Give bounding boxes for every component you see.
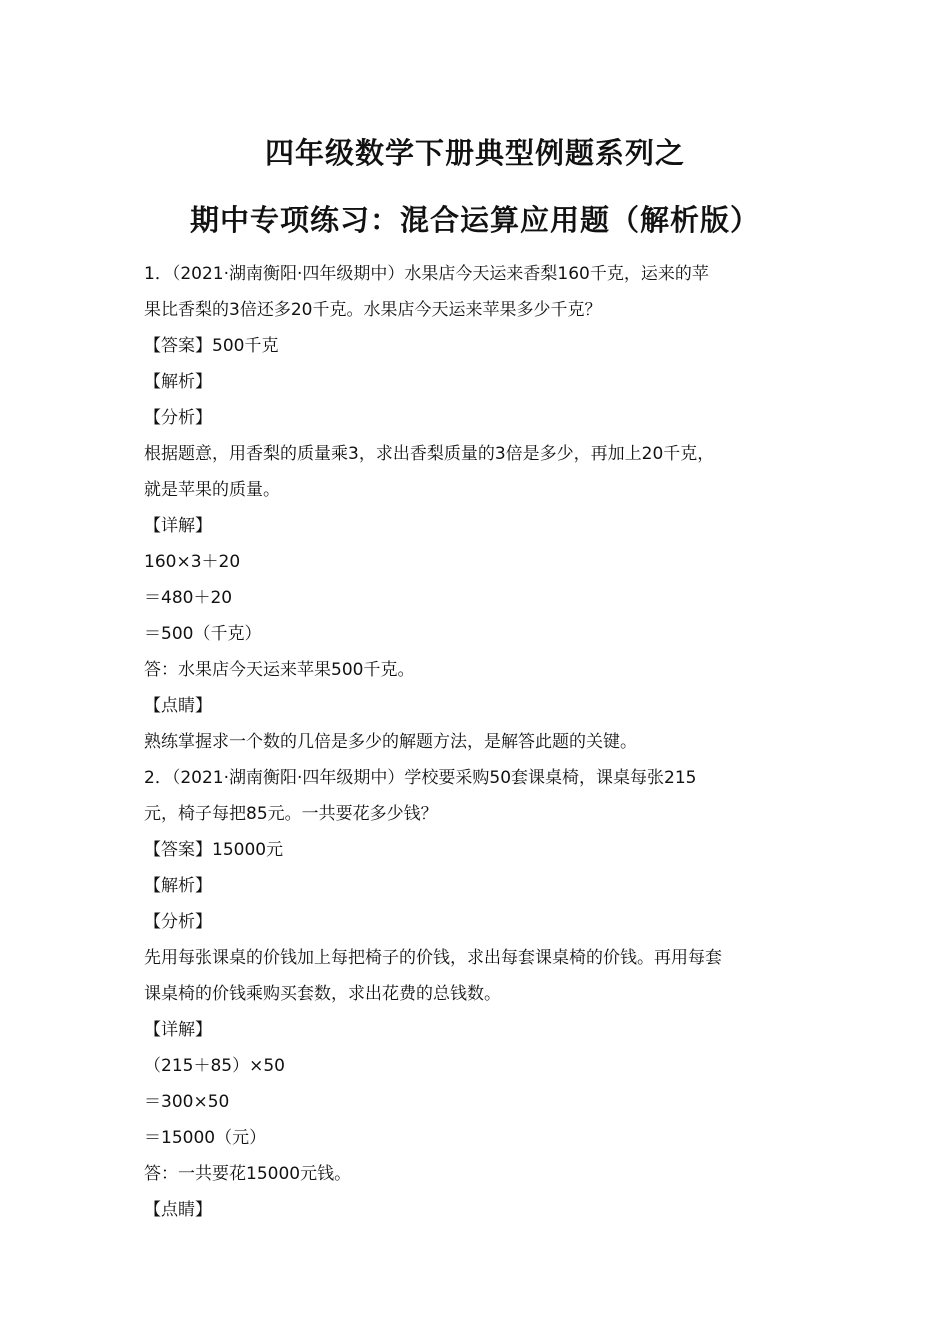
q1-answer: 【答案】500千克 bbox=[144, 336, 279, 356]
document-title-line-1: 四年级数学下册典型例题系列之 bbox=[264, 136, 685, 170]
q2-step-1: （215＋85）×50 bbox=[144, 1056, 285, 1076]
q1-question-line-2: 果比香梨的3倍还多20千克。水果店今天运来苹果多少千克？ bbox=[144, 300, 602, 320]
q2-solution-heading: 【详解】 bbox=[144, 1020, 212, 1040]
q2-comment-heading: 【点睛】 bbox=[144, 1200, 212, 1220]
q2-question-line-2: 元，椅子每把85元。一共要花多少钱？ bbox=[144, 804, 438, 824]
q2-question-line-1: 2．（2021·湖南衡阳·四年级期中）学校要采购50套课桌椅，课桌每张215 bbox=[144, 768, 697, 788]
q1-solution-heading: 【详解】 bbox=[144, 516, 212, 536]
q1-comment: 熟练掌握求一个数的几倍是多少的解题方法，是解答此题的关键。 bbox=[144, 732, 637, 752]
q2-analysis-line-1: 先用每张课桌的价钱加上每把椅子的价钱，求出每套课桌椅的价钱。再用每套 bbox=[144, 948, 722, 968]
document-title-line-2: 期中专项练习：混合运算应用题（解析版） bbox=[189, 203, 760, 237]
q1-step-2: ＝480＋20 bbox=[144, 588, 233, 608]
q1-analysis-line-1: 根据题意，用香梨的质量乘3，求出香梨质量的3倍是多少，再加上20千克， bbox=[144, 444, 715, 464]
q2-step-3: ＝15000（元） bbox=[144, 1128, 267, 1148]
q2-final-answer: 答：一共要花15000元钱。 bbox=[144, 1164, 352, 1184]
q2-step-2: ＝300×50 bbox=[144, 1092, 230, 1112]
q1-analysis-heading: 【分析】 bbox=[144, 408, 212, 428]
q1-explanation-heading: 【解析】 bbox=[144, 372, 212, 392]
q1-analysis-line-2: 就是苹果的质量。 bbox=[144, 480, 280, 500]
q1-question-line-1: 1．（2021·湖南衡阳·四年级期中）水果店今天运来香梨160千克，运来的苹 bbox=[144, 264, 709, 284]
q1-step-3: ＝500（千克） bbox=[144, 624, 262, 644]
q2-explanation-heading: 【解析】 bbox=[144, 876, 212, 896]
q1-step-1: 160×3＋20 bbox=[144, 552, 241, 572]
document-body bbox=[144, 256, 808, 1228]
q2-analysis-line-2: 课桌椅的价钱乘购买套数，求出花费的总钱数。 bbox=[144, 984, 501, 1004]
q1-comment-heading: 【点睛】 bbox=[144, 696, 212, 716]
q1-final-answer: 答：水果店今天运来苹果500千克。 bbox=[144, 660, 415, 680]
q2-answer: 【答案】15000元 bbox=[144, 840, 284, 860]
q2-analysis-heading: 【分析】 bbox=[144, 912, 212, 932]
